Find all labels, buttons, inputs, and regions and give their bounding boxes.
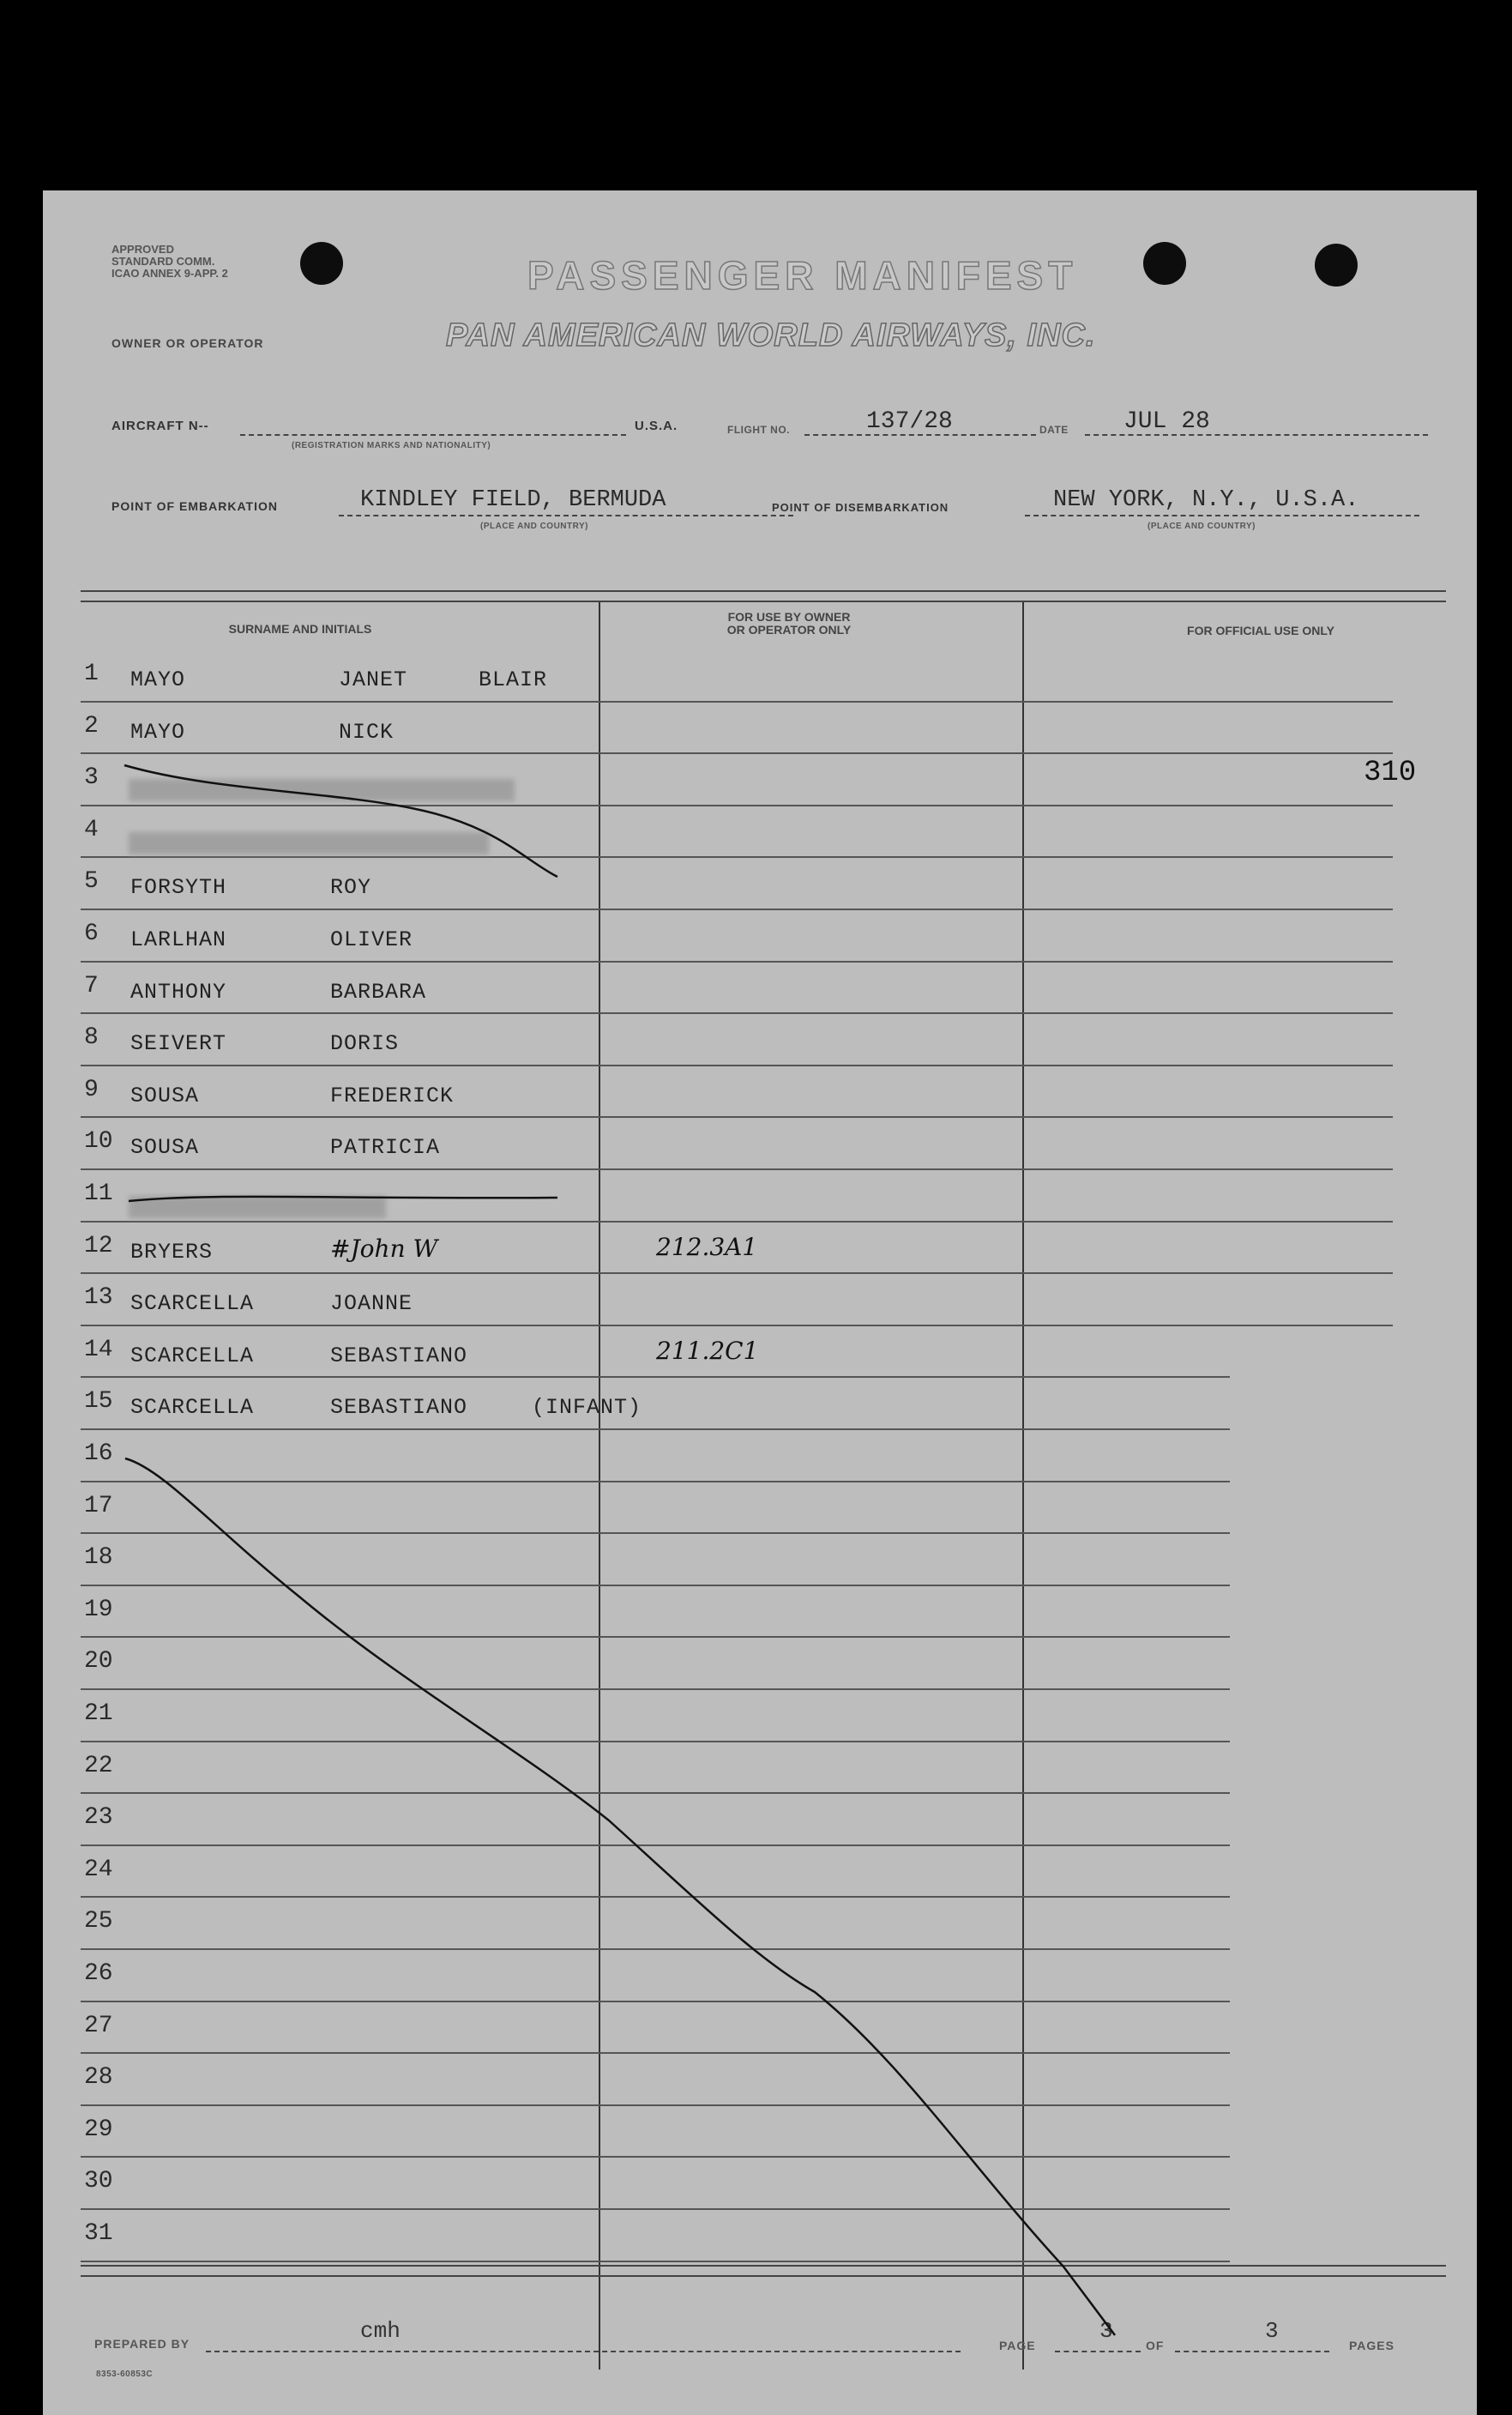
- row-number: 29: [84, 2116, 113, 2143]
- flight-date: JUL 28: [1123, 408, 1210, 435]
- row-number: 20: [84, 1648, 113, 1675]
- row-number: 28: [84, 2064, 113, 2092]
- passenger-given-name: OLIVER: [330, 927, 413, 952]
- prepared-value: cmh: [360, 2318, 401, 2344]
- of-label: OF: [1146, 2339, 1165, 2352]
- row-number: 16: [84, 1440, 113, 1467]
- passenger-surname: FORSYTH: [130, 875, 227, 901]
- passenger-given-name: PATRICIA: [330, 1135, 441, 1161]
- passenger-surname: SCARCELLA: [130, 1395, 255, 1421]
- operator-note: 212.3A1: [656, 1232, 758, 1261]
- embark-note: (PLACE AND COUNTRY): [480, 522, 588, 531]
- row-number: 10: [84, 1128, 113, 1156]
- passenger-given-name: SEBASTIANO: [330, 1343, 468, 1368]
- row-number: 27: [84, 2012, 113, 2039]
- row-number: 17: [84, 1492, 113, 1519]
- pen-strokes: [43, 190, 1477, 2415]
- page-number: 3: [1099, 2318, 1113, 2344]
- row-number: 19: [84, 1596, 113, 1623]
- row-number: 4: [84, 816, 99, 843]
- row-number: 3: [84, 764, 99, 792]
- flight-label: FLIGHT NO.: [727, 424, 790, 436]
- passenger-given-name: JANET: [339, 667, 408, 692]
- row-number: 9: [84, 1076, 99, 1103]
- row-number: 1: [84, 661, 99, 687]
- stamp-number: 310: [1364, 757, 1417, 789]
- passenger-given-name: BARBARA: [330, 979, 427, 1005]
- passenger-surname: MAYO: [130, 719, 186, 745]
- form-code: 8353-60853C: [96, 2370, 154, 2379]
- passenger-middle-name: BLAIR: [479, 667, 548, 692]
- prepared-label: PREPARED BY: [94, 2337, 190, 2351]
- page-total: 3: [1265, 2318, 1279, 2344]
- row-number: 6: [84, 921, 99, 947]
- row-number: 25: [84, 1908, 113, 1935]
- row-number: 14: [84, 1336, 113, 1363]
- passenger-surname: SOUSA: [130, 1135, 200, 1161]
- passenger-surname: ANTHONY: [130, 979, 227, 1005]
- row-number: 21: [84, 1700, 113, 1727]
- pen-stroke-rows-3-4: [124, 765, 557, 877]
- column-header-owner-use: FOR USE BY OWNER OR OPERATOR ONLY: [726, 610, 852, 637]
- row-number: 13: [84, 1284, 113, 1312]
- pen-stroke-row-11: [129, 1197, 557, 1201]
- row-number: 31: [84, 2220, 113, 2247]
- passenger-given-name: SEBASTIANO: [330, 1395, 468, 1421]
- usa-label: U.S.A.: [635, 419, 678, 433]
- passenger-middle-name: (INFANT): [532, 1395, 642, 1421]
- row-number: 18: [84, 1544, 113, 1572]
- row-number: 2: [84, 712, 99, 740]
- passenger-given-name: ROY: [330, 875, 372, 901]
- page-label: PAGE: [999, 2339, 1036, 2352]
- passenger-surname: SOUSA: [130, 1083, 200, 1108]
- passenger-surname: SCARCELLA: [130, 1343, 255, 1368]
- operator-note: 211.2C1: [656, 1336, 759, 1365]
- row-number: 30: [84, 2168, 113, 2195]
- column-header-surname: SURNAME AND INITIALS: [228, 622, 372, 636]
- passenger-given-name: #John W: [330, 1234, 438, 1263]
- embark-label: POINT OF EMBARKATION: [111, 499, 278, 513]
- row-number: 12: [84, 1232, 113, 1259]
- pen-stroke-empty-rows: [125, 1458, 1115, 2335]
- pages-label: PAGES: [1349, 2339, 1395, 2352]
- row-number: 11: [84, 1180, 113, 1207]
- column-header-official-use: FOR OFFICIAL USE ONLY: [1187, 624, 1334, 637]
- passenger-given-name: NICK: [339, 719, 395, 745]
- row-number: 23: [84, 1804, 113, 1832]
- row-number: 8: [84, 1024, 99, 1052]
- disembark-note: (PLACE AND COUNTRY): [1148, 522, 1256, 531]
- row-number: 26: [84, 1960, 113, 1987]
- flight-number: 137/28: [866, 408, 953, 435]
- passenger-surname: LARLHAN: [130, 927, 227, 952]
- aircraft-label: AIRCRAFT N--: [111, 419, 209, 433]
- manifest-sheet: [43, 190, 1477, 2415]
- approved-note: APPROVED STANDARD COMM. ICAO ANNEX 9-APP. 2: [111, 243, 228, 280]
- passenger-surname: MAYO: [130, 667, 186, 692]
- row-number: 5: [84, 868, 99, 896]
- disembark-value: NEW YORK, N.Y., U.S.A.: [1053, 487, 1359, 513]
- owner-label: OWNER OR OPERATOR: [111, 336, 264, 350]
- manifest-title: PASSENGER MANIFEST: [527, 253, 1078, 298]
- passenger-given-name: FREDERICK: [330, 1083, 455, 1108]
- row-number: 24: [84, 1856, 113, 1883]
- passenger-surname: SEIVERT: [130, 1031, 227, 1057]
- disembark-label: POINT OF DISEMBARKATION: [772, 501, 949, 514]
- registration-note: (REGISTRATION MARKS AND NATIONALITY): [292, 441, 491, 450]
- row-number: 15: [84, 1388, 113, 1416]
- embark-value: KINDLEY FIELD, BERMUDA: [360, 487, 666, 513]
- company-name: PAN AMERICAN WORLD AIRWAYS, INC.: [446, 317, 1096, 353]
- row-number: 7: [84, 972, 99, 999]
- passenger-surname: BRYERS: [130, 1239, 214, 1265]
- passenger-given-name: DORIS: [330, 1031, 400, 1057]
- passenger-given-name: JOANNE: [330, 1291, 413, 1317]
- date-label: DATE: [1039, 424, 1069, 436]
- passenger-surname: SCARCELLA: [130, 1291, 255, 1317]
- row-number: 22: [84, 1752, 113, 1779]
